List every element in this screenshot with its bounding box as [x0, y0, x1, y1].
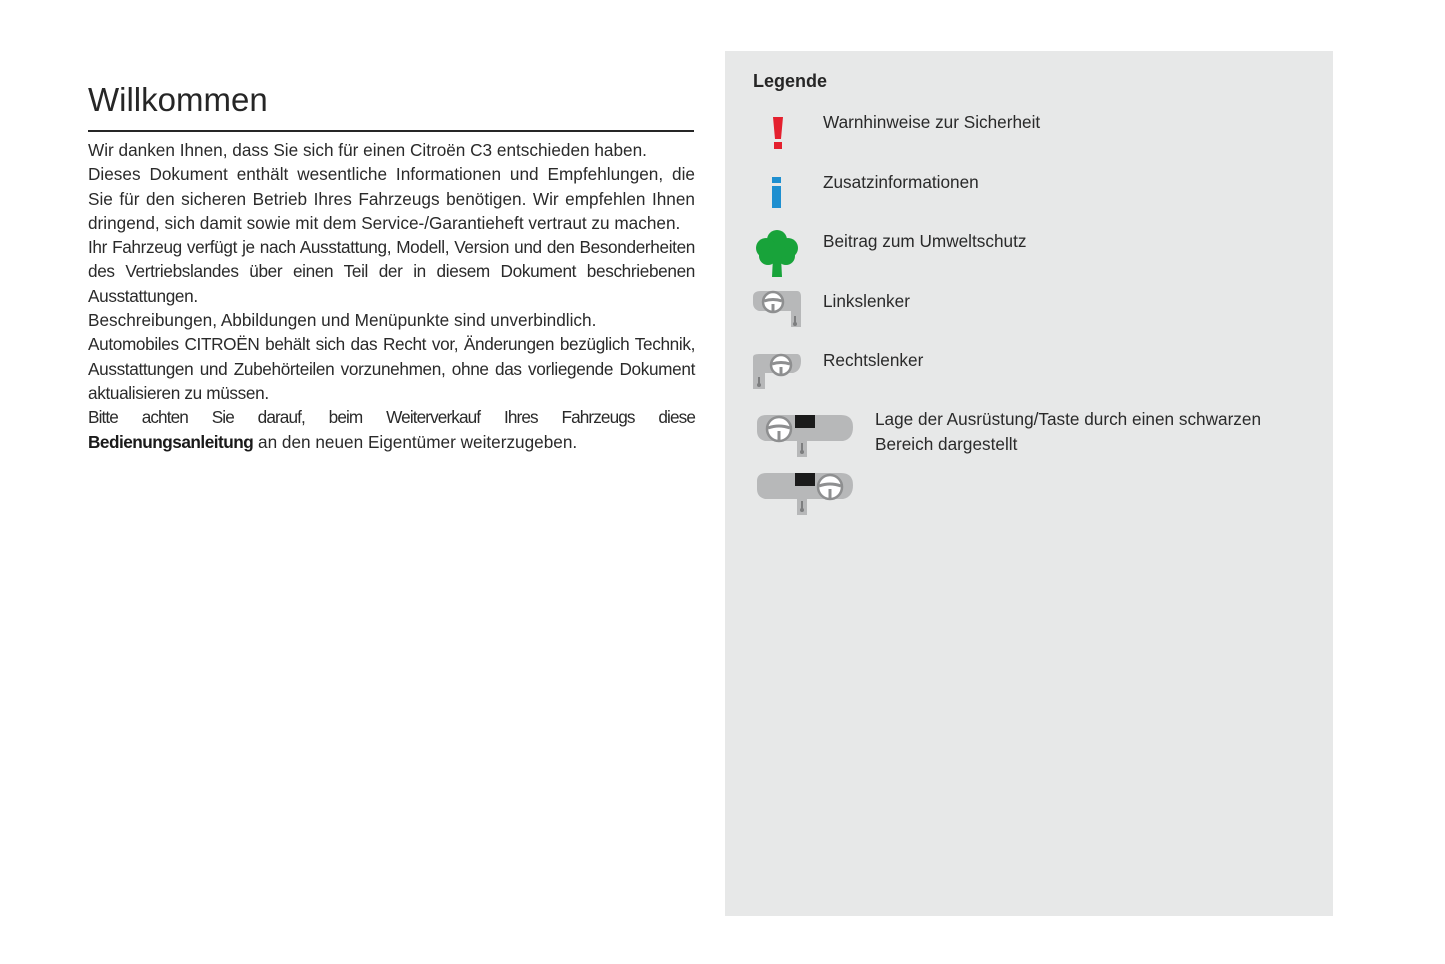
legend-title: Legende	[753, 71, 828, 91]
legend-panel	[725, 51, 1333, 916]
tree-icon	[755, 229, 799, 279]
paragraph-rights: Automobiles CITROËN behält sich das Recht vor, Änderungen bezüglich Technik, Ausstattungen und Zubehörteilen vorzunehmen, ohne das vorliegende Dokument aktualisieren zu müssen.	[88, 334, 695, 403]
legend-label-environment: Beitrag zum Umweltschutz	[823, 231, 1027, 251]
info-icon	[770, 176, 784, 210]
paragraph-thanks: Wir danken Ihnen, dass Sie sich für einen Citroën C3 entschieden haben.	[88, 140, 647, 160]
legend-label-warning: Warnhinweise zur Sicherheit	[823, 112, 1041, 132]
legend-label-left-hand-drive: Linkslenker	[823, 291, 910, 311]
paragraph-descriptions: Beschreibungen, Abbildungen und Menüpunkte sind unverbindlich.	[88, 310, 597, 331]
resale-text-end: an den neuen Eigentümer weiterzugeben.	[253, 431, 578, 452]
page-title: Willkommen	[88, 80, 694, 132]
paragraph-resale	[88, 405, 695, 454]
resale-text-bold: Bedienungsanleitung	[88, 431, 254, 452]
left-hand-drive-icon	[753, 289, 803, 329]
paragraph-document: Dieses Dokument enthält wesentliche Informationen und Empfehlungen, die Sie für den sicheren Betrieb Ihres Fahrzeugs benötigen. Wir empfehlen Ihnen dringend, sich damit sowie mit dem Service-/Garantieheft vertraut zu machen.	[88, 164, 695, 233]
resale-text-start: Bitte achten Sie darauf, beim Weiterverkauf Ihres Fahrzeugs diese	[88, 407, 695, 428]
welcome-text	[88, 138, 695, 454]
legend-label-location: Lage der Ausrüstung/Taste durch einen schwarzen Bereich dargestellt	[875, 409, 1262, 454]
legend-label-right-hand-drive: Rechtslenker	[823, 350, 924, 370]
dashboard-location-icon	[755, 411, 855, 516]
legend-label-info: Zusatzinformationen	[823, 172, 979, 192]
warning-exclamation-icon	[769, 116, 787, 150]
paragraph-equipment: Ihr Fahrzeug verfügt je nach Ausstattung, Modell, Version und den Besonderheiten des Vertriebslandes über einen Teil der in diesem Dokument beschriebenen Ausstattungen.	[88, 237, 695, 306]
right-hand-drive-icon	[753, 349, 803, 391]
